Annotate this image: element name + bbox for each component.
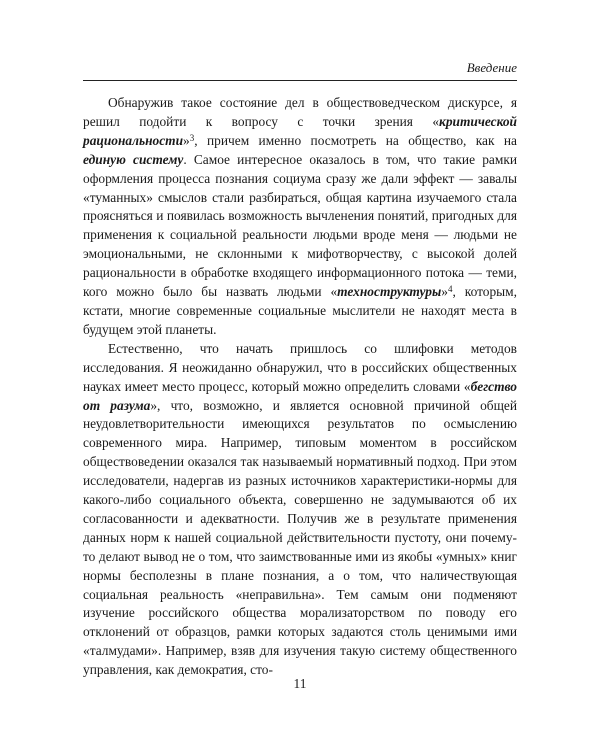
footnote-ref-4[interactable]: 4 <box>447 284 453 295</box>
p2-text-2: », что, возможно, и является основной причиной общей неудовлетворительности имеющихся результатов по осмыслению современного мира. Например, типовым моментом в российском обществоведении оказался так называемый нормативный подход. При этом исследователи, надергав из разных источников характеристики-нормы для какого-либо социального объекта, совершенно не задумываются об их согласованности и адекватности. Получив же в результате применения данных норм к нашей социальной действительности пустоту, они почему-то делают вывод не о том, что заимствованные ими из якобы «умных» книг нормы бесполезны в плане познания, а о том, что наличествующая социальная реальность «неправильна». Тем самым они подменяют изучение российского общества морализаторством по поводу его отклонений от образцов, рамки которых задаются столь ценимыми ими «талмудами». Например, взяв для изучения такую систему общественного управления, как демократия, сто- <box>83 397 517 678</box>
p1-text-4: . Самое интересное оказалось в том, что такие рамки оформления процесса познания социума сразу же дали эффект — завалы «туманных» смыслов стали разбираться, общая картина изучаемого стала проясняться и появилась возможность вычленения понятий, пригодных для применения к социальной реальности людьми вроде меня — людьми не эмоциональными, не склонными к мифотворчеству, с высокой долей рациональности в обработке входящего информационного потока — теми, кого можно было бы назвать людьми « <box>83 151 517 300</box>
page-number: 11 <box>293 676 307 691</box>
running-header-title: Введение <box>466 60 517 75</box>
p1-text-5: » <box>441 284 448 300</box>
p1-emphasis-critical-rationality: критической рациональности <box>83 113 517 148</box>
p2-emphasis-flight-from-reason: бегство от разума <box>83 378 517 413</box>
p1-text-6: , которым, кстати, многие современные социальные мыслители не находят места в будущем этой планеты. <box>83 284 517 337</box>
running-header <box>83 60 517 81</box>
p1-emphasis-technostructure: техноструктуры <box>337 284 442 300</box>
p1-text-3: , причем именно посмотреть на общество, как на <box>194 132 517 148</box>
p1-text-1: Обнаружив такое состояние дел в обществоведческом дискурсе, я решил подойти к вопросу с точки зрения « <box>83 95 517 129</box>
body-text <box>83 94 517 680</box>
paragraph-1 <box>83 94 517 340</box>
footnote-ref-3[interactable]: 3 <box>189 132 195 143</box>
p1-emphasis-unified-system: единую систему <box>83 151 184 167</box>
paragraph-2 <box>83 340 517 680</box>
p1-text-2: » <box>183 132 190 148</box>
p2-text-1: Естественно, что начать пришлось со шлифовки методов исследования. Я неожиданно обнаружил, что в российских общественных науках имеет место процесс, который можно определить словами « <box>83 340 517 394</box>
